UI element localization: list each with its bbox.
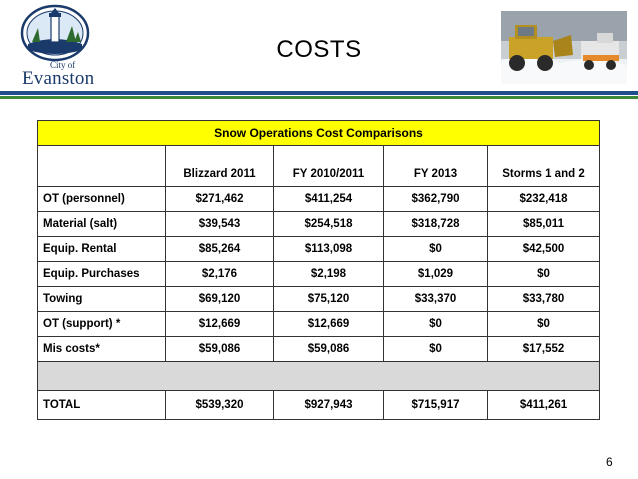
total-cell: $539,320: [166, 391, 274, 420]
snow-plow-photo: [501, 11, 627, 84]
table-cell: $254,518: [274, 212, 384, 237]
header-divider-green: [0, 96, 638, 99]
table-cell: $318,728: [384, 212, 488, 237]
total-cell: $411,261: [488, 391, 600, 420]
table-cell: $0: [384, 337, 488, 362]
table-cell: $0: [488, 262, 600, 287]
row-label: Towing: [38, 287, 166, 312]
table-row: [38, 212, 600, 237]
table-row: [38, 262, 600, 287]
table-cell: $85,264: [166, 237, 274, 262]
table-cell: $59,086: [274, 337, 384, 362]
total-label: TOTAL: [38, 391, 166, 420]
table-caption-row: [38, 121, 600, 146]
table-cell: $0: [384, 312, 488, 337]
column-header: FY 2010/2011: [274, 146, 384, 187]
table-caption: Snow Operations Cost Comparisons: [38, 121, 600, 146]
table-cell: $59,086: [166, 337, 274, 362]
header-divider-blue: [0, 91, 638, 95]
table-cell: $12,669: [166, 312, 274, 337]
table-cell: $232,418: [488, 187, 600, 212]
table-row: [38, 287, 600, 312]
total-row: [38, 391, 600, 420]
table-cell: $0: [384, 237, 488, 262]
separator-row: [38, 362, 600, 391]
table-row: [38, 337, 600, 362]
table-cell: $69,120: [166, 287, 274, 312]
table-cell: $113,098: [274, 237, 384, 262]
logo-city-text: City of: [50, 60, 76, 70]
header-empty-cell: [38, 146, 166, 187]
table-cell: $271,462: [166, 187, 274, 212]
table-row: [38, 187, 600, 212]
table-cell: $1,029: [384, 262, 488, 287]
column-header: FY 2013: [384, 146, 488, 187]
table-cell: $75,120: [274, 287, 384, 312]
cost-comparison-table: [37, 120, 600, 420]
table-cell: $39,543: [166, 212, 274, 237]
slide-title: COSTS: [276, 36, 362, 63]
table-cell: $362,790: [384, 187, 488, 212]
table-cell: $42,500: [488, 237, 600, 262]
table-cell: $33,780: [488, 287, 600, 312]
table-cell: $411,254: [274, 187, 384, 212]
column-header: Blizzard 2011: [166, 146, 274, 187]
row-label: OT (support) *: [38, 312, 166, 337]
table-cell: $85,011: [488, 212, 600, 237]
table-row: [38, 237, 600, 262]
total-cell: $927,943: [274, 391, 384, 420]
table-cell: $2,198: [274, 262, 384, 287]
row-label: Equip. Purchases: [38, 262, 166, 287]
logo-name-text: Evanston: [22, 68, 95, 89]
row-label: Mis costs*: [38, 337, 166, 362]
total-cell: $715,917: [384, 391, 488, 420]
table-cell: $17,552: [488, 337, 600, 362]
row-label: Equip. Rental: [38, 237, 166, 262]
table-cell: $0: [488, 312, 600, 337]
table-header-row: [38, 146, 600, 187]
page-number: 6: [606, 455, 613, 469]
table-cell: $33,370: [384, 287, 488, 312]
separator-cell: [38, 362, 600, 391]
table-cell: $12,669: [274, 312, 384, 337]
row-label: OT (personnel): [38, 187, 166, 212]
table-row: [38, 312, 600, 337]
row-label: Material (salt): [38, 212, 166, 237]
table-cell: $2,176: [166, 262, 274, 287]
column-header: Storms 1 and 2: [488, 146, 600, 187]
